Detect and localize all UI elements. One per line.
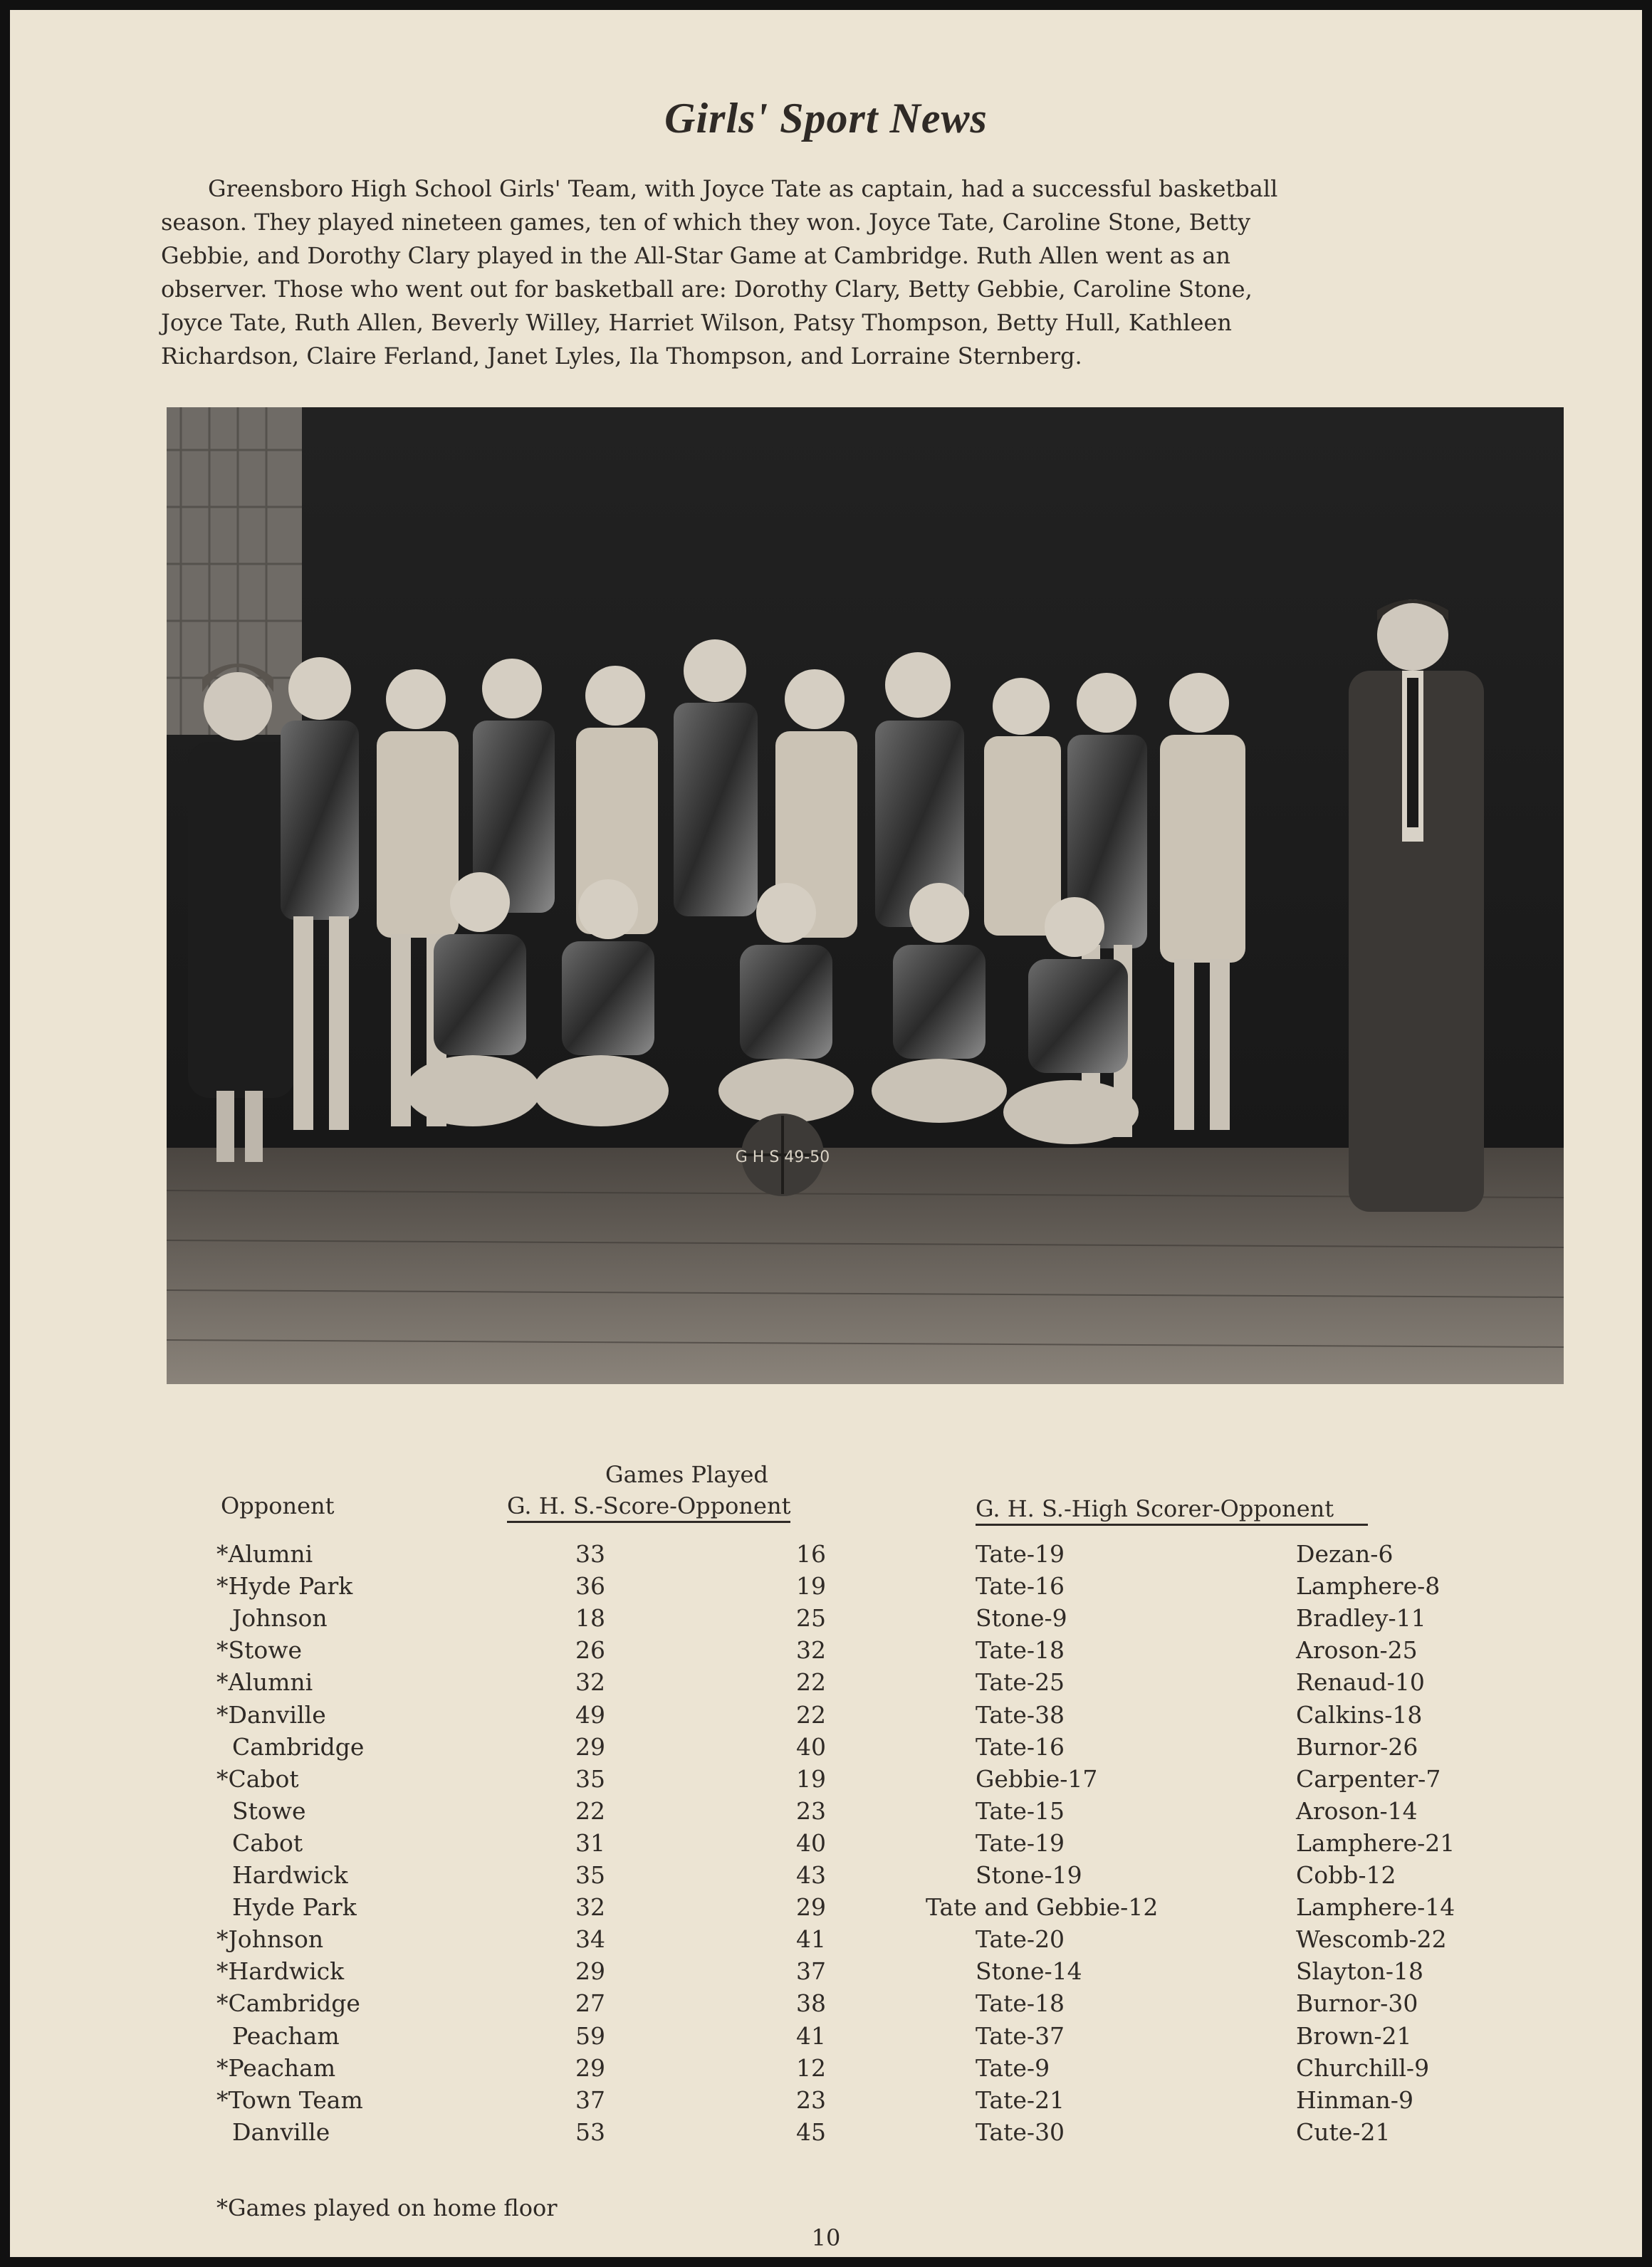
ghs-high-scorer-cell: Tate-25 [976,1668,1065,1696]
ghs-high-scorer-cell: Tate-9 [976,2054,1050,2082]
ghs-high-scorer-cell: Tate-37 [976,2022,1065,2050]
ghs-high-scorer-cell: Stone-19 [976,1861,1082,1889]
opponent-high-scorer-cell: Carpenter-7 [1296,1765,1441,1793]
opponent-high-scorer-cell: Lamphere-21 [1296,1829,1455,1857]
ghs-high-scorer-cell: Tate-16 [976,1572,1065,1600]
opponent-score-cell: 19 [796,1572,826,1600]
opponent-score-cell: 32 [796,1636,826,1664]
intro-line: Greensboro High School Girls' Team, with Joyce Tate as captain, had a successful basketball [208,175,1278,202]
opponent-score-cell: 41 [796,2022,826,2050]
opponent-cell: Peacham [232,2022,340,2050]
ghs-score-cell: 33 [575,1540,605,1568]
opponent-high-scorer-cell: Renaud-10 [1296,1668,1425,1696]
opponent-cell: Cabot [232,1829,303,1857]
ghs-high-scorer-cell: Tate-30 [976,2118,1065,2146]
ball-lettering: G H S 49-50 [735,1148,830,1166]
ghs-score-cell: 29 [575,2054,605,2082]
ghs-score-cell: 29 [575,1957,605,1985]
opponent-high-scorer-cell: Churchill-9 [1296,2054,1430,2082]
opponent-high-scorer-cell: Cobb-12 [1296,1861,1396,1889]
opponent-high-scorer-cell: Lamphere-14 [1296,1893,1455,1921]
team-photo-illustration [167,407,1564,1384]
opponent-high-scorer-cell: Cute-21 [1296,2118,1391,2146]
opponent-cell: Hyde Park [232,1893,357,1921]
intro-line: Joyce Tate, Ruth Allen, Beverly Willey, Harriet Wilson, Patsy Thompson, Betty Hull, Kathleen [161,309,1233,336]
ghs-high-scorer-cell: Tate and Gebbie-12 [926,1893,1159,1921]
opponent-score-cell: 16 [796,1540,826,1568]
ghs-score-cell: 26 [575,1636,605,1664]
ghs-high-scorer-cell: Stone-14 [976,1957,1082,1985]
opponent-high-scorer-cell: Calkins-18 [1296,1701,1423,1729]
ghs-score-cell: 32 [575,1893,605,1921]
team-photo [167,407,1564,1384]
ghs-score-cell: 36 [575,1572,605,1600]
opponent-cell: Cambridge [232,1733,365,1761]
intro-line: observer. Those who went out for basketball are: Dorothy Clary, Betty Gebbie, Caroline Stone, [161,276,1253,303]
opponent-score-cell: 43 [796,1861,826,1889]
ghs-high-scorer-cell: Tate-38 [976,1701,1065,1729]
yearbook-page [10,10,1642,2257]
opponent-cell: *Cabot [216,1765,299,1793]
opponent-cell: *Town Team [216,2086,363,2114]
ghs-score-cell: 27 [575,1989,605,2017]
col-header-high-scorer: G. H. S.-High Scorer-Opponent [976,1495,1368,1526]
opponent-score-cell: 22 [796,1668,826,1696]
page-number: 10 [811,2224,841,2251]
opponent-high-scorer-cell: Dezan-6 [1296,1540,1394,1568]
intro-line: Richardson, Claire Ferland, Janet Lyles, Ila Thompson, and Lorraine Sternberg. [161,342,1082,370]
opponent-score-cell: 40 [796,1829,826,1857]
opponent-cell: Danville [232,2118,330,2146]
ghs-high-scorer-cell: Tate-19 [976,1540,1065,1568]
ghs-high-scorer-cell: Tate-18 [976,1636,1065,1664]
col-header-score: G. H. S.-Score-Opponent [507,1492,790,1523]
opponent-score-cell: 23 [796,2086,826,2114]
opponent-high-scorer-cell: Bradley-11 [1296,1604,1426,1632]
opponent-cell: *Johnson [216,1925,324,1953]
ghs-high-scorer-cell: Tate-15 [976,1797,1065,1825]
opponent-high-scorer-cell: Wescomb-22 [1296,1925,1447,1953]
opponent-score-cell: 45 [796,2118,826,2146]
opponent-high-scorer-cell: Burnor-30 [1296,1989,1418,2017]
opponent-cell: Stowe [232,1797,306,1825]
intro-line: season. They played nineteen games, ten of which they won. Joyce Tate, Caroline Stone, Betty [161,209,1251,236]
opponent-score-cell: 38 [796,1989,826,2017]
intro-line: Gebbie, and Dorothy Clary played in the All-Star Game at Cambridge. Ruth Allen went as an [161,242,1230,269]
opponent-score-cell: 19 [796,1765,826,1793]
opponent-score-cell: 22 [796,1701,826,1729]
opponent-score-cell: 12 [796,2054,826,2082]
opponent-high-scorer-cell: Burnor-26 [1296,1733,1418,1761]
ghs-high-scorer-cell: Tate-16 [976,1733,1065,1761]
page-title: Girls' Sport News [664,95,988,142]
opponent-cell: *Alumni [216,1668,313,1696]
ghs-score-cell: 53 [575,2118,605,2146]
opponent-high-scorer-cell: Hinman-9 [1296,2086,1413,2114]
opponent-high-scorer-cell: Aroson-14 [1296,1797,1418,1825]
ghs-score-cell: 18 [575,1604,605,1632]
col-header-opponent: Opponent [221,1492,335,1519]
opponent-high-scorer-cell: Aroson-25 [1296,1636,1418,1664]
ghs-score-cell: 29 [575,1733,605,1761]
ghs-high-scorer-cell: Tate-18 [976,1989,1065,2017]
games-played-heading: Games Played [605,1461,768,1488]
ghs-high-scorer-cell: Gebbie-17 [976,1765,1098,1793]
opponent-score-cell: 37 [796,1957,826,1985]
opponent-cell: *Hyde Park [216,1572,353,1600]
opponent-score-cell: 41 [796,1925,826,1953]
ghs-high-scorer-cell: Tate-21 [976,2086,1065,2114]
ghs-high-scorer-cell: Tate-20 [976,1925,1065,1953]
opponent-high-scorer-cell: Brown-21 [1296,2022,1412,2050]
ghs-score-cell: 32 [575,1668,605,1696]
ghs-score-cell: 34 [575,1925,605,1953]
opponent-cell: Johnson [232,1604,328,1632]
opponent-cell: *Hardwick [216,1957,345,1985]
ghs-score-cell: 35 [575,1861,605,1889]
opponent-cell: *Peacham [216,2054,336,2082]
ghs-score-cell: 37 [575,2086,605,2114]
opponent-score-cell: 23 [796,1797,826,1825]
opponent-cell: *Alumni [216,1540,313,1568]
ghs-score-cell: 49 [575,1701,605,1729]
opponent-cell: *Cambridge [216,1989,360,2017]
opponent-cell: *Danville [216,1701,326,1729]
ghs-high-scorer-cell: Tate-19 [976,1829,1065,1857]
opponent-score-cell: 40 [796,1733,826,1761]
opponent-score-cell: 29 [796,1893,826,1921]
intro-paragraph [161,172,1571,373]
footnote: *Games played on home floor [216,2194,558,2221]
opponent-high-scorer-cell: Slayton-18 [1296,1957,1424,1985]
opponent-score-cell: 25 [796,1604,826,1632]
opponent-cell: *Stowe [216,1636,303,1664]
ghs-score-cell: 31 [575,1829,605,1857]
ghs-score-cell: 35 [575,1765,605,1793]
opponent-high-scorer-cell: Lamphere-8 [1296,1572,1441,1600]
ghs-high-scorer-cell: Stone-9 [976,1604,1067,1632]
ghs-score-cell: 22 [575,1797,605,1825]
opponent-cell: Hardwick [232,1861,348,1889]
ghs-score-cell: 59 [575,2022,605,2050]
